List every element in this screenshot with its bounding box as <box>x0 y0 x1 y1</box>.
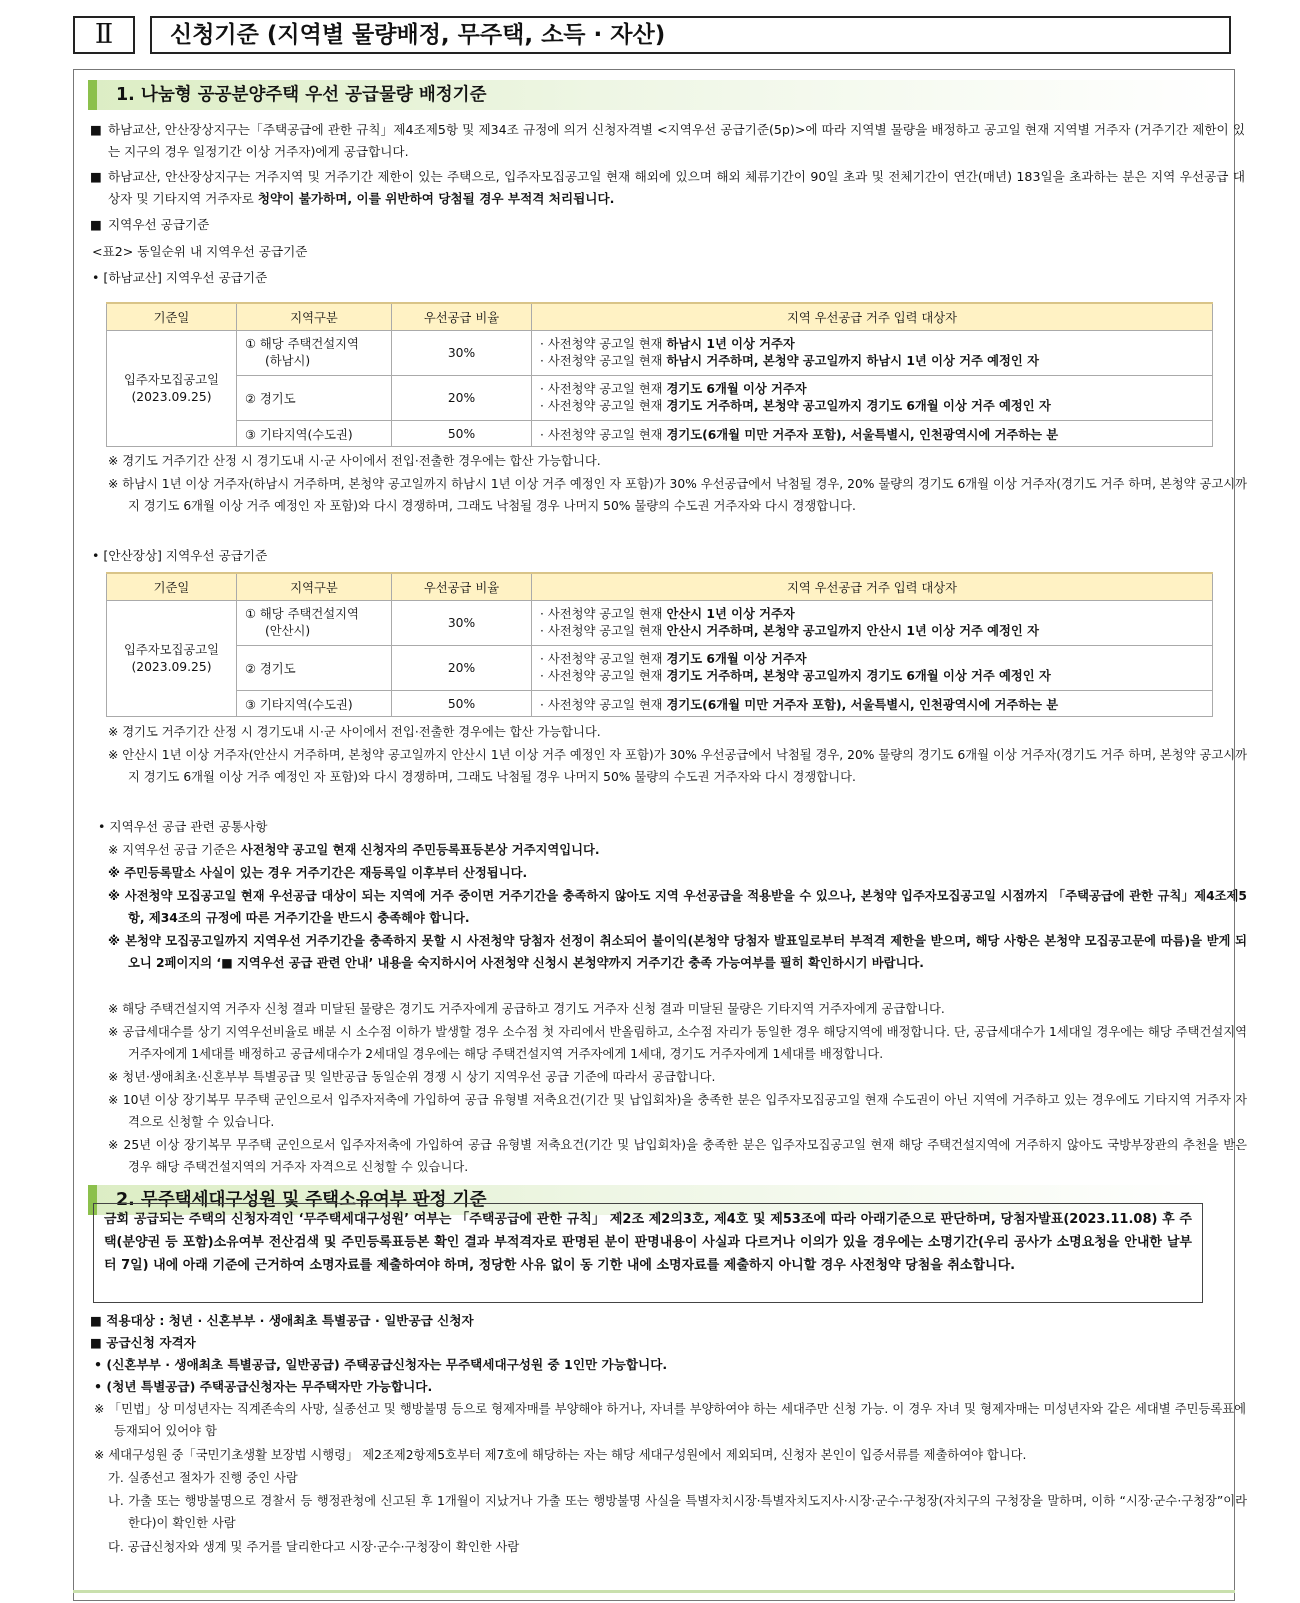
section1-bar <box>88 80 1218 110</box>
region-cell: ③ 기타지역(수도권) <box>237 421 392 447</box>
note: ※ 해당 주택건설지역 거주자 신청 결과 미달된 물량은 경기도 거주자에게 공급하고 경기도 거주자 신청 결과 미달된 물량은 기타지역 거주자에게 공급합니다. <box>108 1002 945 1016</box>
target-text: · 사전청약 공고일 현재 <box>540 669 667 683</box>
target-text-bold: 경기도 거주하며, 본청약 공고일까지 경기도 6개월 이상 거주 예정인 자 <box>666 669 1051 683</box>
note: ※ 10년 이상 장기복무 무주택 군인으로서 입주자저축에 가입하여 공급 유형별 저축요건(기간 및 납입회차)을 충족한 분은 입주자모집공고일 현재 수도권이 아닌 지역에 거주하고 있는 경우에도 기타지역 거주자 자격으로 신청할 수 있습니다. <box>108 1093 1247 1129</box>
target-cell <box>532 331 1213 376</box>
col-header: 기준일 <box>107 573 237 601</box>
note: ※ 하남시 1년 이상 거주자(하남시 거주하며, 본청약 공고일까지 하남시 1년 이상 거주 예정인 자 포함)가 30% 우선공급에서 낙첨될 경우, 20% 물량의 경기도 6개월 이상 거주자(경기도 거주 하며, 본청약 공고시까지 경기도 6개월 이상 거주 예정인 자 포함)와 다시 경쟁하며, 그래도 낙첨될 경우 나머지 50% 물량의 수도권 거주자와 다시 경쟁합니다. <box>108 477 1247 513</box>
notice-box: 금회 공급되는 주택의 신청자격인 ‘무주택세대구성원’ 여부는 「주택공급에 관한 규칙」 제2조 제2의3호, 제4호 및 제53조에 따라 아래기준으로 판단하며, 당첨자발표(2023.11.08) 후 주택(분양권 등 포함)소유여부 전산검색 및 주민등록표등본 확인 결과 부적격자로 판명된 분이 판명내용이 사실과 다르거나 이의가 있을 경우에는 소명기간(우리 공사가 소명요청을 안내한 날부터 7일) 내에 아래 기준에 근거하여 소명자료를 제출하여야 하며, 정당한 사유 없이 동 기한 내에 소명자료를 제출하지 아니할 경우 사전청약 당첨을 취소합니다. <box>93 1203 1203 1303</box>
target-text: · 사전청약 공고일 현재 <box>540 337 667 351</box>
sub-item: 나. 가출 또는 행방불명으로 경찰서 등 행정관청에 신고된 후 1개월이 지났거나 가출 또는 행방불명 사실을 특별자치시장·특별자치도지사·시장·군수·구청장(자치구의 구청장을 말하며, 이하 “시장·군수·구청장”이라 한다)이 확인한 사람 <box>108 1494 1247 1530</box>
target-text-bold: 하남시 거주하며, 본청약 공고일까지 하남시 1년 이상 거주 예정인 자 <box>666 354 1039 368</box>
target-text-bold: 안산시 1년 이상 거주자 <box>666 607 795 621</box>
table-row <box>107 646 1213 691</box>
section1-title: 1. 나눔형 공공분양주택 우선 공급물량 배정기준 <box>116 85 487 105</box>
date-value: (2023.09.25) <box>131 659 212 674</box>
region-text: ① 해당 주택건설지역 <box>245 607 359 621</box>
bullet-text-bold: 청약이 불가하며, 이를 위반하여 당첨될 경우 부적격 처리됩니다. <box>257 191 615 206</box>
date-cell <box>107 331 237 447</box>
hanam-table <box>106 302 1213 447</box>
col-header: 지역구분 <box>237 573 392 601</box>
target-line: ■ 적용대상 : 청년 · 신혼부부 · 생애최초 특별공급 · 일반공급 신청자 <box>90 1313 474 1328</box>
date-cell <box>107 601 237 717</box>
ratio-cell: 50% <box>392 691 532 717</box>
target-text: · 사전청약 공고일 현재 <box>540 607 667 621</box>
note: ※ 주민등록말소 사실이 있는 경우 거주기간은 재등록일 이후부터 산정됩니다. <box>108 866 528 880</box>
table-row <box>107 331 1213 376</box>
section-accent <box>88 80 97 110</box>
note <box>108 839 1247 861</box>
qualification-item: • (신혼부부 · 생애최초 특별공급, 일반공급) 주택공급신청자는 무주택세대구성원 중 1인만 가능합니다. <box>94 1357 668 1372</box>
table-row <box>107 601 1213 646</box>
target-text-bold: 안산시 거주하며, 본청약 공고일까지 안산시 1년 이상 거주 예정인 자 <box>666 624 1039 638</box>
region-cell: ③ 기타지역(수도권) <box>237 691 392 717</box>
sub-item: 가. 실종선고 절차가 진행 중인 사람 <box>108 1471 298 1485</box>
region-text: (하남시) <box>265 354 311 368</box>
target-cell <box>532 646 1213 691</box>
bottom-divider <box>73 1590 1235 1593</box>
region-cell: ② 경기도 <box>237 376 392 421</box>
date-label: 입주자모집공고일 <box>123 642 220 657</box>
col-header: 기준일 <box>107 303 237 331</box>
note-text-bold: 사전청약 공고일 현재 신청자의 주민등록표등본상 거주지역입니다. <box>240 843 600 857</box>
target-text: · 사전청약 공고일 현재 <box>540 624 667 638</box>
ratio-cell: 30% <box>392 601 532 646</box>
note: ※ 25년 이상 장기복무 무주택 군인으로서 입주자저축에 가입하여 공급 유형별 저축요건(기간 및 납입회차)을 충족한 분은 입주자모집공고일 현재 해당 주택건설지역에 거주하지 않아도 국방부장관의 추천을 받은 경우 해당 주택건설지역의 거주자 자격으로 신청할 수 있습니다. <box>108 1138 1247 1174</box>
section2-title: 2. 무주택세대구성원 및 주택소유여부 판정 기준 <box>116 1190 487 1210</box>
table-caption: <표2> 동일순위 내 지역우선 공급기준 <box>92 244 308 259</box>
target-text: · 사전청약 공고일 현재 <box>540 697 667 712</box>
ansan-label: • [안산장상] 지역우선 공급기준 <box>92 548 268 563</box>
ratio-cell: 30% <box>392 331 532 376</box>
date-label: 입주자모집공고일 <box>123 372 220 387</box>
target-cell <box>532 421 1213 447</box>
table-header-row <box>107 573 1213 601</box>
col-header: 지역 우선공급 거주 입력 대상자 <box>532 303 1213 331</box>
hanam-label: • [하남교산] 지역우선 공급기준 <box>92 270 268 285</box>
region-cell: ② 경기도 <box>237 646 392 691</box>
target-text-bold: 하남시 1년 이상 거주자 <box>666 337 795 351</box>
target-text: · 사전청약 공고일 현재 <box>540 354 667 368</box>
ansan-table <box>106 572 1213 717</box>
target-text-bold: 경기도 6개월 이상 거주자 <box>666 652 807 666</box>
chapter-number: Ⅱ <box>73 16 135 54</box>
ratio-cell: 20% <box>392 646 532 691</box>
qualification-item: • (청년 특별공급) 주택공급신청자는 무주택자만 가능합니다. <box>94 1379 433 1394</box>
target-text-bold: 경기도 6개월 이상 거주자 <box>666 382 807 396</box>
target-text: · 사전청약 공고일 현재 <box>540 399 667 413</box>
sub-item: 다. 공급신청자와 생계 및 주거를 달리한다고 시장·군수·구청장이 확인한 사람 <box>108 1540 520 1554</box>
bullet-allocation <box>90 119 1245 163</box>
target-cell <box>532 691 1213 717</box>
note: ※ 경기도 거주기간 산정 시 경기도내 시·군 사이에서 전입·전출한 경우에는 합산 가능합니다. <box>108 725 601 739</box>
bullet-overseas <box>90 166 1245 210</box>
square-bullet-icon: ■ <box>90 169 102 184</box>
note: ※ 청년·생애최초·신혼부부 특별공급 및 일반공급 동일순위 경쟁 시 상기 지역우선 공급 기준에 따라서 공급합니다. <box>108 1070 716 1084</box>
bullet-text: 하남교산, 안산장상지구는 거주지역 및 거주기간 제한이 있는 주택으로, 입주자모집공고일 현재 해외에 있으며 해외 체류기간이 90일 초과 및 전체기간이 연간(매년) 183일을 초과하는 분은 지역 우선공급 대상자 및 기타지역 거주자로 <box>108 169 1245 206</box>
table-header-row <box>107 303 1213 331</box>
target-cell <box>532 376 1213 421</box>
col-header: 지역구분 <box>237 303 392 331</box>
common-label: • 지역우선 공급 관련 공통사항 <box>98 819 268 834</box>
bullet-text: 하남교산, 안산장상지구는「주택공급에 관한 규칙」제4조제5항 및 제34조 규정에 의거 신청자격별 <지역우선 공급기준(5p)>에 따라 지역별 물량을 배정하고 공고일 현재 지역별 거주자 (거주기간 제한이 있는 지구의 경우 일정기간 이상 거주자)에게 공급합니다. <box>108 122 1245 159</box>
note: ※ 사전청약 모집공고일 현재 우선공급 대상이 되는 지역에 거주 중이면 거주기간을 충족하지 않아도 지역 우선공급을 적용받을 수 있으나, 본청약 입주자모집공고일 시점까지 「주택공급에 관한 규칙」제4조제5항, 제34조의 규정에 따른 거주기간을 반드시 충족해야 합니다. <box>108 889 1247 925</box>
table-row <box>107 421 1213 447</box>
chapter-header <box>73 16 1233 52</box>
col-header: 지역 우선공급 거주 입력 대상자 <box>532 573 1213 601</box>
target-text-bold: 경기도(6개월 미만 거주자 포함), 서울특별시, 인천광역시에 거주하는 분 <box>666 697 1059 712</box>
note: ※ 안산시 1년 이상 거주자(안산시 거주하며, 본청약 공고일까지 안산시 1년 이상 거주 예정인 자 포함)가 30% 우선공급에서 낙첨될 경우, 20% 물량의 경기도 6개월 이상 거주자(경기도 거주 하며, 본청약 공고시까지 경기도 6개월 이상 거주 예정인 자 포함)와 다시 경쟁하며, 그래도 낙첨될 경우 나머지 50% 물량의 수도권 거주자와 다시 경쟁합니다. <box>108 748 1247 784</box>
target-text-bold: 경기도(6개월 미만 거주자 포함), 서울특별시, 인천광역시에 거주하는 분 <box>666 427 1059 442</box>
region-cell <box>237 331 392 376</box>
note-text: ※ 지역우선 공급 기준은 <box>108 843 241 857</box>
ratio-cell: 20% <box>392 376 532 421</box>
table-row <box>107 376 1213 421</box>
target-text: · 사전청약 공고일 현재 <box>540 652 667 666</box>
target-text: · 사전청약 공고일 현재 <box>540 382 667 396</box>
col-header: 우선공급 비율 <box>392 303 532 331</box>
target-text: · 사전청약 공고일 현재 <box>540 427 667 442</box>
note: ※ 세대구성원 중「국민기초생활 보장법 시행령」 제2조제2항제5호부터 제7호에 해당하는 자는 해당 세대구성원에서 제외되며, 신청자 본인이 입증서류를 제출하여야 합니다. <box>94 1448 1027 1462</box>
ratio-cell: 50% <box>392 421 532 447</box>
table-row <box>107 691 1213 717</box>
region-text: (안산시) <box>265 624 311 638</box>
note: ※ 경기도 거주기간 산정 시 경기도내 시·군 사이에서 전입·전출한 경우에는 합산 가능합니다. <box>108 454 601 468</box>
note: ※ 공급세대수를 상기 지역우선비율로 배분 시 소수점 이하가 발생할 경우 소수점 첫 자리에서 반올림하고, 소수점 자리가 동일한 경우 해당지역에 배정합니다. 단, 공급세대수가 1세대일 경우에는 해당 주택건설지역 거주자에게 1세대를 배정하고 공급세대수가 2세대일 경우에는 해당 주택건설지역 거주자에게 1세대, 경기도 거주자에게 1세대를 배정합니다. <box>108 1025 1247 1061</box>
qualification-heading: ■ 공급신청 자격자 <box>90 1335 196 1350</box>
region-text: ① 해당 주택건설지역 <box>245 337 359 351</box>
col-header: 우선공급 비율 <box>392 573 532 601</box>
square-bullet-icon: ■ <box>90 122 102 137</box>
square-bullet-icon: ■ <box>90 217 102 232</box>
note: ※ 「민법」상 미성년자는 직계존속의 사망, 실종선고 및 행방불명 등으로 형제자매를 부양해야 하거나, 자녀를 부양하여야 하는 세대주만 신청 가능. 이 경우 자녀 및 형제자매는 미성년자와 같은 세대별 주민등록표에 등재되어 있어야 함 <box>94 1402 1246 1438</box>
bullet-regional <box>90 214 1227 236</box>
target-cell <box>532 601 1213 646</box>
bullet-text: 지역우선 공급기준 <box>108 217 210 232</box>
note: ※ 본청약 모집공고일까지 지역우선 거주기간을 충족하지 못할 시 사전청약 당첨자 선정이 취소되어 불이익(본청약 당첨자 발표일로부터 부적격 제한을 받으며, 해당 사항은 본청약 모집공고문에 따름)을 받게 되오니 2페이지의 ‘■ 지역우선 공급 관련 안내’ 내용을 숙지하시어 사전청약 신청시 본청약까지 거주기간 충족 가능여부를 필히 확인하시기 바랍니다. <box>108 934 1247 970</box>
date-value: (2023.09.25) <box>131 389 212 404</box>
chapter-title: 신청기준 (지역별 물량배정, 무주택, 소득 · 자산) <box>150 16 1231 54</box>
region-cell <box>237 601 392 646</box>
target-text-bold: 경기도 거주하며, 본청약 공고일까지 경기도 6개월 이상 거주 예정인 자 <box>666 399 1051 413</box>
